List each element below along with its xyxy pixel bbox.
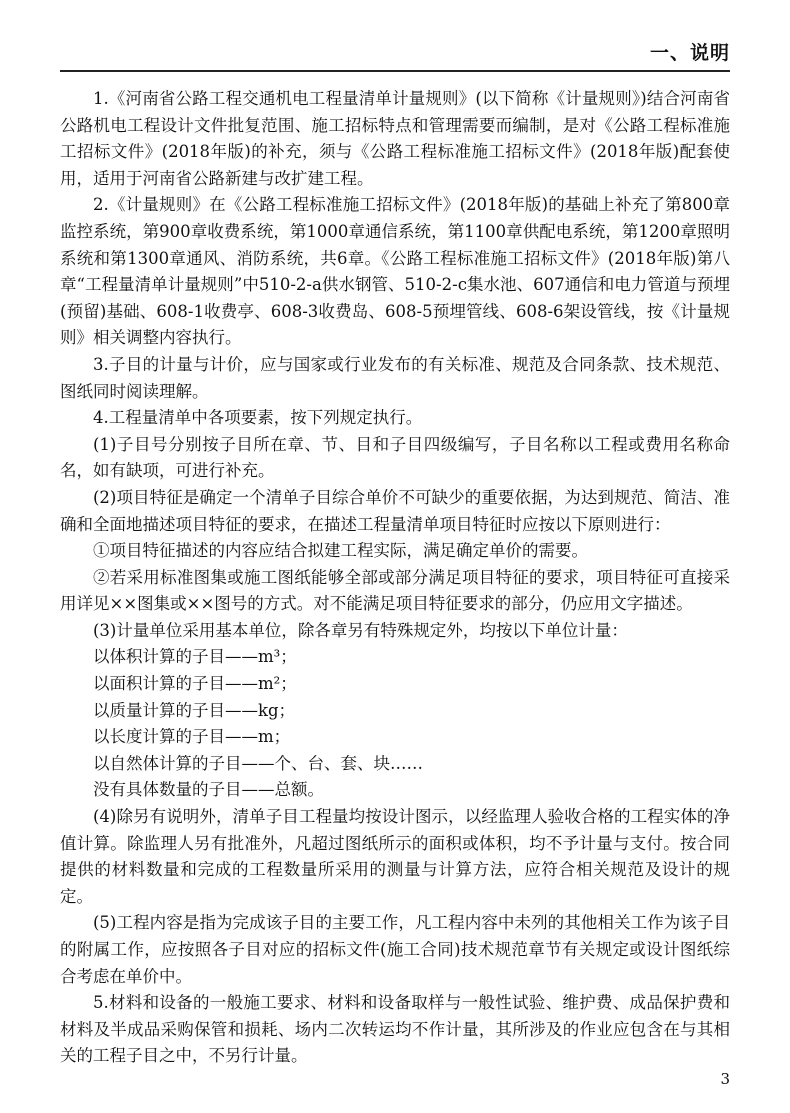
unit-lump-sum: 没有具体数量的子目——总额。 — [93, 780, 324, 800]
paragraph-3: 3.子目的计量与计价，应与国家或行业发布的有关标准、规范及合同条款、技术规范、图纸同时阅读理解。 — [60, 354, 730, 401]
paragraph-4-3: (3)计量单位采用基本单位，除各章另有特殊规定外，均按以下单位计量： — [93, 620, 628, 640]
paragraph-5: 5.材料和设备的一般施工要求、材料和设备取样与一般性试验、维护费、成品保护费和材料及半成品采购保管和损耗、场内二次转运均不作计量，其所涉及的作业应包含在与其相关的工程子目之中，不另行计量。 — [60, 993, 730, 1066]
unit-area: 以面积计算的子目——m²； — [93, 674, 297, 694]
paragraph-4-5: (5)工程内容是指为完成该子目的主要工作，凡工程内容中未列的其他相关工作为该子目的附属工作，应按照各子目对应的招标文件(施工合同)技术规范章节有关规定或设计图纸综合考虑在单价中。 — [60, 913, 730, 986]
paragraph-4-2: (2)项目特征是确定一个清单子目综合单价不可缺少的重要依据，为达到规范、简洁、准确和全面地描述项目特征的要求，在描述工程量清单项目特征时应按以下原则进行： — [60, 487, 730, 534]
header-divider — [60, 70, 730, 72]
paragraph-4: 4.工程量清单中各项要素，按下列规定执行。 — [93, 408, 423, 428]
unit-length: 以长度计算的子目——m； — [93, 727, 291, 747]
unit-mass: 以质量计算的子目——kg； — [93, 700, 296, 720]
section-title: 一、说明 — [649, 42, 730, 64]
page-number: 3 — [720, 1070, 730, 1088]
paragraph-4-4: (4)除另有说明外，清单子目工程量均按设计图示，以经监理人验收合格的工程实体的净值计算。除监理人另有批准外，凡超过图纸所示的面积或体积，均不予计量与支付。按合同提供的材料数量和完成的工程数量所采用的测量与计算方法，应符合相关规范及设计的规定。 — [60, 807, 730, 906]
unit-volume: 以体积计算的子目——m³； — [93, 647, 297, 667]
paragraph-4-2-b: ②若采用标准图集或施工图纸能够全部或部分满足项目特征的要求，项目特征可直接采用详见××图集或××图号的方式。对不能满足项目特征要求的部分，仍应用文字描述。 — [60, 567, 730, 614]
paragraph-2: 2.《计量规则》在《公路工程标准施工招标文件》(2018年版)的基础上补充了第800章监控系统，第900章收费系统，第1000章通信系统，第1100章供配电系统，第1200章照明系统和第1300章通风、消防系统，共6章。《公路工程标准施工招标文件》(2018年版)第八章“工程量清单计量规则”中510-2-a供水钢管、510-2-c集水池、607通信和电力管道与预埋(预留)基础、608-1收费亭、608-3收费岛、608-5预埋管线、608-6架设管线，按《计量规则》相关调整内容执行。 — [60, 195, 730, 348]
paragraph-4-2-a: ①项目特征描述的内容应结合拟建工程实际，满足确定单价的需要。 — [93, 541, 588, 561]
paragraph-4-1: (1)子目号分别按子目所在章、节、目和子目四级编写，子目名称以工程或费用名称命名，如有缺项，可进行补充。 — [60, 434, 730, 481]
unit-natural: 以自然体计算的子目——个、台、套、块…… — [93, 753, 423, 773]
paragraph-1: 1.《河南省公路工程交通机电工程量清单计量规则》(以下简称《计量规则》)结合河南省公路机电工程设计文件批复范围、施工招标特点和管理需要而编制，是对《公路工程标准施工招标文件》(2018年版)的补充，须与《公路工程标准施工招标文件》(2018年版)配套使用，适用于河南省公路新建与改扩建工程。 — [60, 89, 730, 188]
document-body — [60, 86, 730, 1070]
